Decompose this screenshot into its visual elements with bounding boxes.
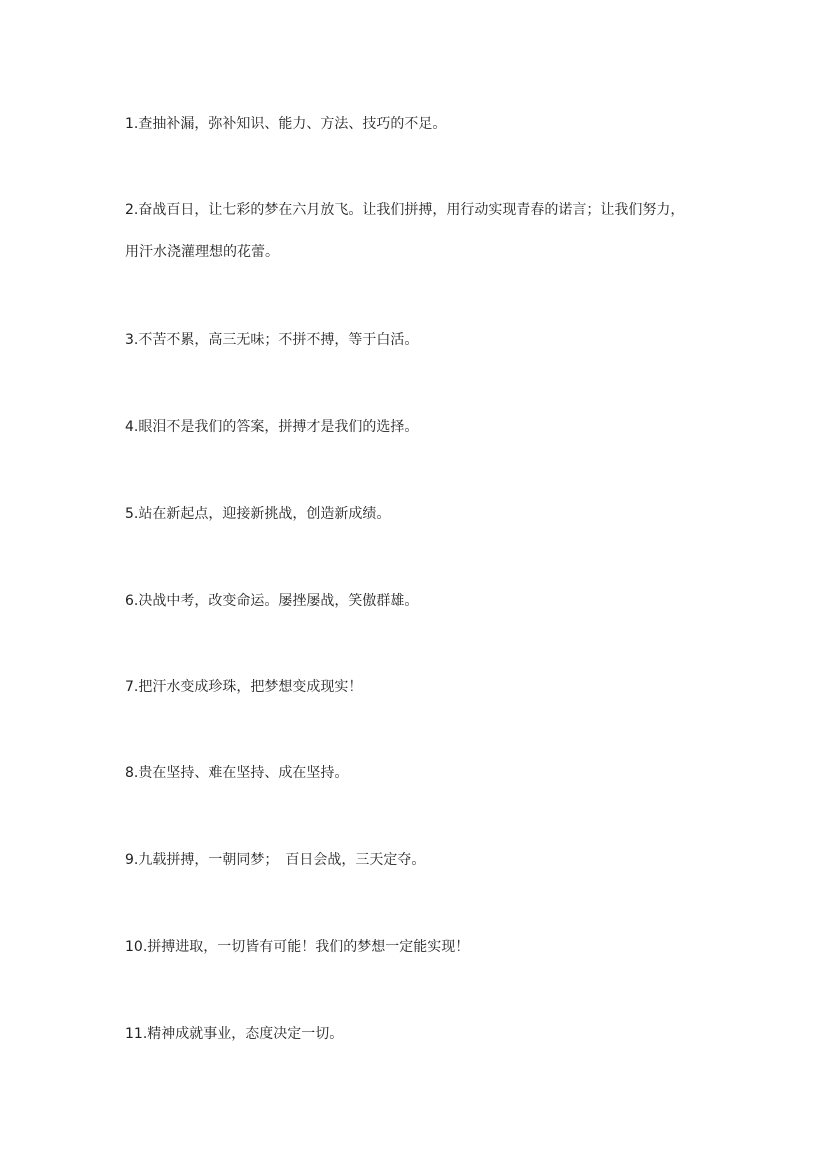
slogan-item-8: 8.贵在坚持、难在坚持、成在坚持。 — [125, 765, 349, 781]
slogan-item-11: 11.精神成就事业，态度决定一切。 — [125, 1026, 344, 1042]
slogan-item-3: 3.不苦不累，高三无味；不拼不搏，等于白活。 — [125, 332, 419, 348]
slogan-item-2-line-1: 2.奋战百日，让七彩的梦在六月放飞。让我们拼搏，用行动实现青春的诺言；让我们努力， — [125, 202, 685, 218]
slogan-item-6: 6.决战中考，改变命运。屡挫屡战，笑傲群雄。 — [125, 593, 419, 609]
slogan-item-5: 5.站在新起点，迎接新挑战，创造新成绩。 — [125, 506, 391, 522]
slogan-item-1: 1.查抽补漏，弥补知识、能力、方法、技巧的不足。 — [125, 116, 447, 132]
slogan-item-2 — [125, 189, 715, 273]
slogan-item-2-line-2: 用汗水浇灌理想的花蕾。 — [125, 244, 279, 260]
slogan-item-9: 9.九载拼搏，一朝同梦； 百日会战，三天定夺。 — [125, 852, 426, 868]
slogan-item-10: 10.拼搏进取，一切皆有可能！我们的梦想一定能实现！ — [125, 939, 470, 955]
slogan-item-4: 4.眼泪不是我们的答案，拼搏才是我们的选择。 — [125, 419, 419, 435]
slogan-item-7: 7.把汗水变成珍珠，把梦想变成现实！ — [125, 679, 363, 695]
